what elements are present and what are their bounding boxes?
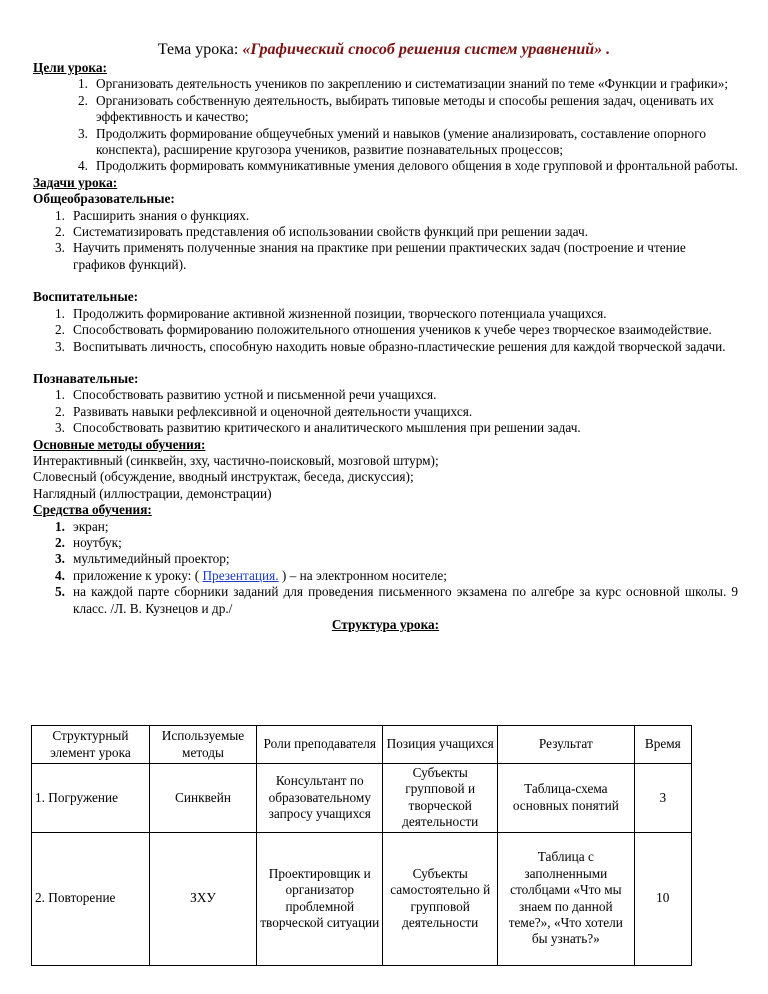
table-cell: 3	[634, 764, 691, 833]
table-cell: 2. Повторение	[32, 832, 150, 965]
list-item: 3. Научить применять полученные знания на практике при решении практических задач (построение и чтение графиков функций).	[55, 240, 686, 272]
list-item: 1. Способствовать развитию устной и письменной речи учащихся.	[55, 387, 437, 403]
list-item: 2. Способствовать формированию положительного отношения учеников к учебе через творческое взаимодействие.	[55, 322, 712, 338]
list-item: 3. Способствовать развитию критического и аналитического мышления при решении задач.	[55, 420, 581, 436]
general-heading: Общеобразовательные:	[33, 191, 175, 207]
methods-line: Словесный (обсуждение, вводный инструктаж, беседа, дискуссия);	[33, 469, 414, 485]
table-row	[32, 832, 692, 965]
column-header: Результат	[498, 726, 635, 764]
tasks-heading: Задачи урока:	[33, 174, 118, 190]
cognitive-list	[33, 387, 738, 436]
list-item: 1. Расширить знания о функциях.	[55, 207, 250, 223]
list-item: 3. Воспитывать личность, способную находить новые образно-пластические решения для каждой творческой задачи.	[55, 338, 726, 354]
table-cell: Проектировщик и организатор проблемной творческой ситуации	[257, 832, 383, 965]
lesson-title	[0, 40, 768, 60]
list-item: 1. экран;	[55, 518, 109, 534]
upbringing-list	[33, 306, 738, 355]
table-cell: 10	[634, 832, 691, 965]
table-cell: Субъекты групповой и творческой деятельности	[383, 764, 498, 833]
list-item: 2. Развивать навыки рефлексивной и оценочной деятельности учащихся.	[55, 403, 473, 419]
column-header: Используемые методы	[149, 726, 256, 764]
goals-heading: Цели урока:	[33, 60, 107, 75]
column-header: Роли преподавателя	[257, 726, 383, 764]
list-item: 4. Продолжить формировать коммуникативные умения делового общения в ходе групповой и фронтальной работы.	[78, 158, 739, 174]
column-header: Структурный элемент урока	[32, 726, 150, 764]
methods-line: Наглядный (иллюстрации, демонстрации)	[33, 485, 272, 501]
table-cell: Таблица с заполненными столбцами «Что мы знаем по данной теме?», «Что хотели бы узнать?»	[498, 832, 635, 965]
table-row	[32, 764, 692, 833]
list-item: 2. ноутбук;	[55, 534, 122, 550]
list-item: 1. Продолжить формирование активной жизненной позиции, творческого потенциала учащихся.	[55, 305, 607, 321]
list-item: 2. Организовать собственную деятельность, выбирать типовые методы и способы решения задач, оценивать их эффективность и качество;	[78, 92, 714, 125]
table-cell: Таблица-схема основных понятий	[498, 764, 635, 833]
structure-heading: Структура урока:	[331, 617, 440, 632]
list-item: 3. мультимедийный проектор;	[55, 551, 230, 567]
upbringing-heading: Воспитательные:	[33, 289, 139, 305]
lesson-structure-table	[31, 725, 692, 966]
list-item: 1. Организовать деятельность учеников по закреплению и систематизации знаний по теме «Функции и графики»;	[78, 76, 729, 92]
presentation-link[interactable]: Презентация.	[202, 567, 279, 583]
spacer	[33, 355, 738, 371]
list-item: 4. приложение к уроку: ( Презентация. ) – на электронном носителе;	[55, 567, 447, 583]
methods-line: Интерактивный (синквейн, зху, частично-поисковый, мозговой штурм);	[33, 452, 439, 468]
column-header: Позиция учащихся	[383, 726, 498, 764]
methods-heading: Основные методы обучения:	[33, 436, 206, 452]
table-cell: ЗХУ	[149, 832, 256, 965]
table-cell: 1. Погружение	[32, 764, 150, 833]
cognitive-heading: Познавательные:	[33, 370, 139, 386]
means-list	[33, 519, 738, 617]
means-heading: Средства обучения:	[33, 502, 152, 518]
lesson-topic: «Графический способ решения систем уравнений» .	[242, 41, 611, 58]
goals-list	[33, 76, 738, 174]
list-item: 3. Продолжить формирование общеучебных умений и навыков (умение анализировать, составление опорного конспекта), расширение кругозора учеников, развитие познавательных процессов;	[78, 125, 706, 158]
structure-heading-wrap	[33, 617, 738, 633]
title-prefix: Тема урока:	[157, 41, 243, 58]
list-item: 5. на каждой парте сборники заданий для проведения письменного экзамена по алгебре за курс основной школы. 9 класс. /Л. В. Кузнецов и др./	[55, 584, 738, 616]
table-cell: Синквейн	[149, 764, 256, 833]
general-list	[33, 208, 738, 274]
spacer	[33, 273, 738, 289]
document-body	[33, 60, 738, 633]
column-header: Время	[634, 726, 691, 764]
list-item: 2. Систематизировать представления об использовании свойств функций при решении задач.	[55, 224, 589, 240]
table-cell: Субъекты самостоятельно й групповой деятельности	[383, 832, 498, 965]
table-cell: Консультант по образовательному запросу учащихся	[257, 764, 383, 833]
table-header-row	[32, 726, 692, 764]
